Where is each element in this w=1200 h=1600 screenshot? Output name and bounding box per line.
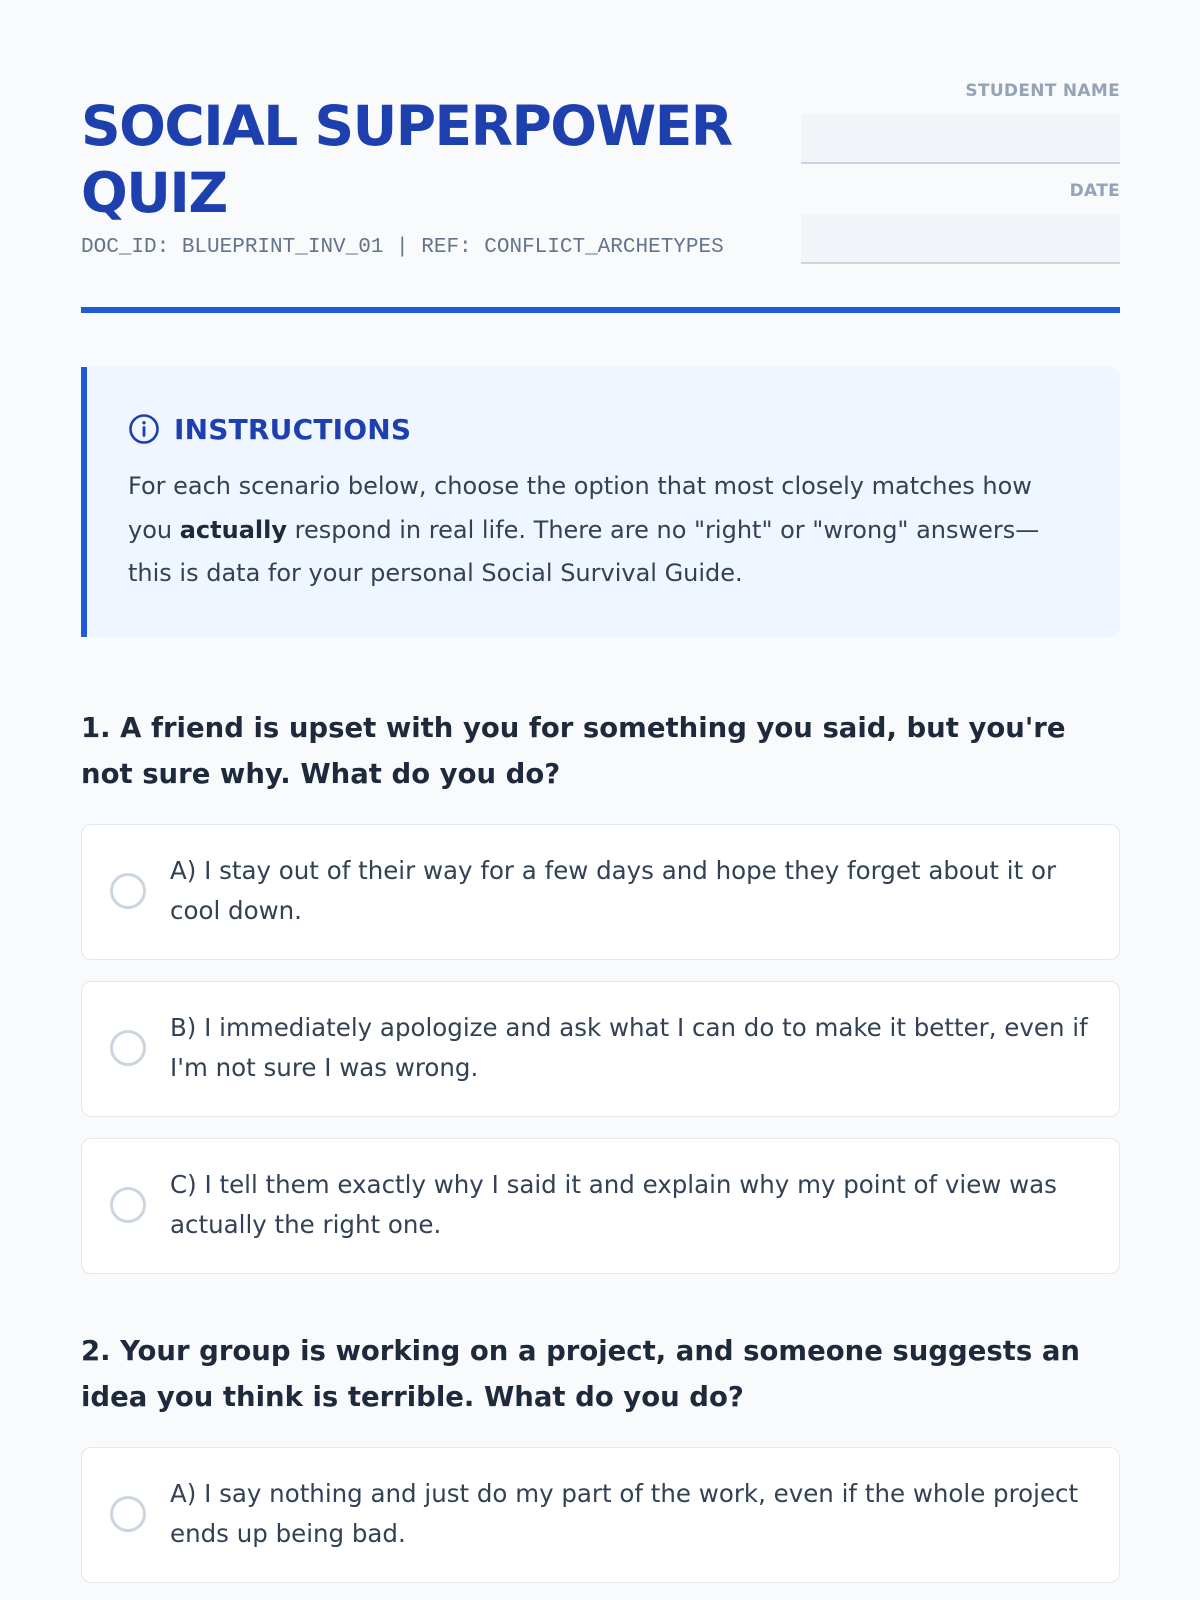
option-text: C) I tell them exactly why I said it and explain why my point of view was actually the right one.	[170, 1170, 1057, 1239]
student-name-label: STUDENT NAME	[965, 81, 1120, 101]
question-2-option-a[interactable]	[81, 1447, 1120, 1583]
question-1-option-c[interactable]	[81, 1138, 1120, 1274]
quiz-page	[81, 0, 1120, 1548]
page-header	[81, 0, 1120, 312]
info-icon	[128, 413, 160, 445]
instructions-panel	[81, 367, 1120, 637]
option-text: A) I say nothing and just do my part of the work, even if the whole project ends up being bad.	[170, 1479, 1079, 1548]
radio-button[interactable]	[110, 1030, 146, 1066]
question-1-option-b[interactable]	[81, 981, 1120, 1117]
option-text: A) I stay out of their way for a few days and hope they forget about it or cool down.	[170, 856, 1057, 925]
instructions-emphasis: actually	[179, 515, 288, 544]
radio-button[interactable]	[110, 873, 146, 909]
instructions-header	[128, 411, 1080, 447]
question-1	[81, 705, 1120, 797]
instructions-text-start: For each scenario below, choose the option that most closely matches how you	[128, 472, 1032, 544]
radio-button[interactable]	[110, 1496, 146, 1532]
question-text: 1. A friend is upset with you for something you said, but you're not sure why. What do you do?	[81, 712, 1066, 790]
date-label: DATE	[1069, 181, 1120, 201]
option-text: B) I immediately apologize and ask what I can do to make it better, even if I'm not sure I was wrong.	[170, 1013, 1088, 1082]
question-1-option-a[interactable]	[81, 824, 1120, 960]
question-2	[81, 1328, 1120, 1420]
radio-button[interactable]	[110, 1187, 146, 1223]
page-title: SOCIAL SUPERPOWER QUIZ	[81, 94, 732, 225]
instructions-title: INSTRUCTIONS	[174, 412, 412, 446]
date-field[interactable]	[801, 214, 1120, 264]
instructions-text	[128, 465, 1080, 596]
document-reference: DOC_ID: BLUEPRINT_INV_01 | REF: CONFLICT_ARCHETYPES	[81, 236, 724, 259]
header-divider	[81, 307, 1120, 313]
student-name-field[interactable]	[801, 114, 1120, 164]
question-text: 2. Your group is working on a project, and someone suggests an idea you think is terrible. What do you do?	[81, 1335, 1080, 1413]
instructions-text-end: respond in real life. There are no "right" or "wrong" answers—this is data for your personal Social Survival Guide.	[128, 515, 1040, 587]
